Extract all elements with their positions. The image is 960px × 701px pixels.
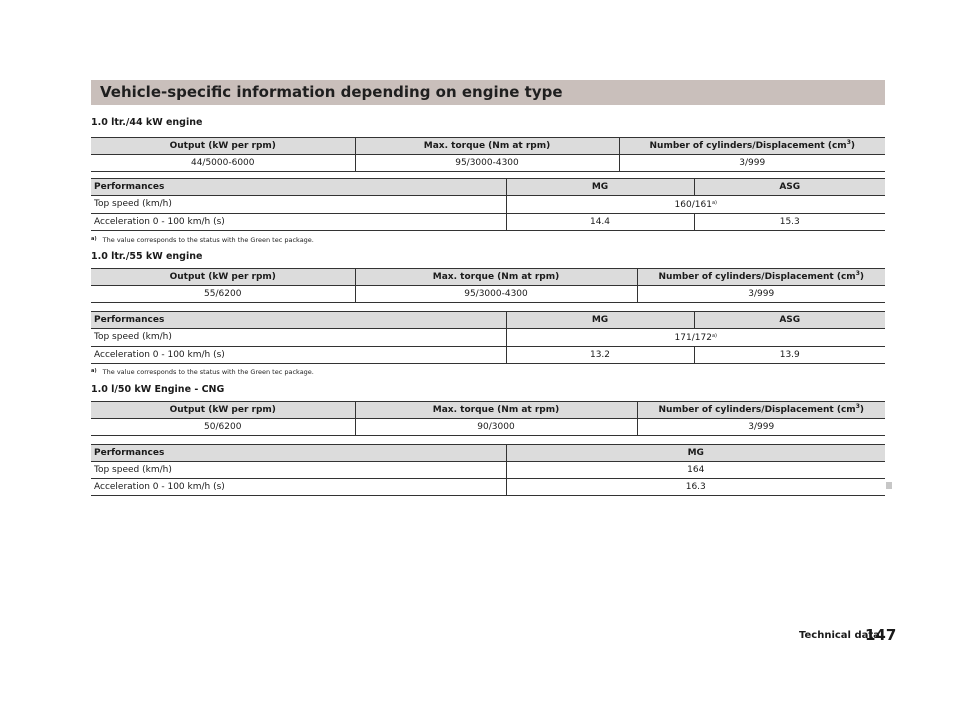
col-header-performances: Performances	[91, 445, 506, 462]
col-header-asg: ASG	[694, 312, 885, 329]
table-row	[91, 419, 885, 436]
footer-chapter-label: Technical data	[799, 630, 880, 641]
top-speed-value: 171/172$^{a)}$	[506, 329, 885, 347]
acceleration-mg-value: 16.3	[506, 479, 885, 496]
col-header-output: Output (kW per rpm)	[91, 269, 355, 286]
table-header-row	[91, 402, 885, 419]
spec-table-44kw	[91, 137, 885, 172]
acceleration-asg-value: 13.9	[694, 347, 885, 364]
table-row	[91, 196, 885, 214]
col-header-performances: Performances	[91, 312, 506, 329]
table-row	[91, 214, 885, 231]
col-header-output: Output (kW per rpm)	[91, 138, 355, 155]
engine-title-44kw: 1.0 ltr./44 kW engine	[91, 117, 203, 128]
section-end-marker	[886, 482, 892, 489]
engine-title-55kw: 1.0 ltr./55 kW engine	[91, 251, 203, 262]
col-header-mg: MG	[506, 445, 885, 462]
acceleration-asg-value: 15.3	[694, 214, 885, 231]
performance-table-44kw	[91, 178, 885, 231]
torque-value: 90/3000	[355, 419, 637, 436]
top-speed-value: 160/161$^{a)}$	[506, 196, 885, 214]
acceleration-label: Acceleration 0 - 100 km/h (s)	[94, 216, 225, 227]
output-value: 55/6200	[204, 288, 242, 299]
performance-table-50kw-cng	[91, 444, 885, 496]
torque-value: 95/3000-4300	[355, 155, 619, 172]
col-header-cylinders: Number of cylinders/Displacement $(cm^3)$	[637, 269, 885, 286]
page-number: 147	[865, 626, 897, 644]
table-row	[91, 155, 885, 172]
section-banner: Vehicle-specific information depending on engine type	[91, 80, 885, 105]
col-header-performances: Performances	[91, 179, 506, 196]
cylinders-value: 3/999	[619, 155, 885, 172]
performance-table-55kw	[91, 311, 885, 364]
table-header-row	[91, 269, 885, 286]
table-row	[91, 286, 885, 303]
spec-table-55kw	[91, 268, 885, 303]
table-header-row	[91, 445, 885, 462]
col-header-cylinders: Number of cylinders/Displacement $(cm^3)$	[637, 402, 885, 419]
footnote: $^{a)}$ The value corresponds to the status with the Green tec package.	[91, 236, 314, 244]
output-value: 50/6200	[204, 421, 242, 432]
spec-table-50kw-cng	[91, 401, 885, 436]
output-value: 44/5000-6000	[190, 157, 255, 168]
footnote-ref: a)	[711, 333, 717, 339]
col-header-asg: ASG	[694, 179, 885, 196]
col-header-torque: Max. torque (Nm at rpm)	[355, 269, 637, 286]
table-row	[91, 347, 885, 364]
top-speed-label: Top speed (km/h)	[94, 199, 172, 209]
cylinders-value: 3/999	[637, 286, 885, 303]
col-header-mg: MG	[506, 312, 694, 329]
col-header-torque: Max. torque (Nm at rpm)	[355, 138, 619, 155]
top-speed-label: Top speed (km/h)	[94, 464, 172, 475]
col-header-torque: Max. torque (Nm at rpm)	[355, 402, 637, 419]
table-header-row	[91, 312, 885, 329]
footnote: $^{a)}$ The value corresponds to the status with the Green tec package.	[91, 368, 314, 376]
top-speed-label: Top speed (km/h)	[94, 332, 172, 342]
table-row	[91, 462, 885, 479]
acceleration-label: Acceleration 0 - 100 km/h (s)	[94, 349, 225, 360]
table-row	[91, 479, 885, 496]
cylinders-value: 3/999	[637, 419, 885, 436]
top-speed-value: 164	[506, 462, 885, 479]
col-header-cylinders: Number of cylinders/Displacement $(cm^3)$	[619, 138, 885, 155]
acceleration-mg-value: 14.4	[506, 214, 694, 231]
acceleration-label: Acceleration 0 - 100 km/h (s)	[94, 481, 225, 492]
acceleration-mg-value: 13.2	[506, 347, 694, 364]
footnote-ref: a)	[711, 200, 717, 206]
table-header-row	[91, 179, 885, 196]
torque-value: 95/3000-4300	[355, 286, 637, 303]
table-header-row	[91, 138, 885, 155]
col-header-output: Output (kW per rpm)	[91, 402, 355, 419]
table-row	[91, 329, 885, 347]
engine-title-50kw-cng: 1.0 l/50 kW Engine - CNG	[91, 384, 225, 395]
col-header-mg: MG	[506, 179, 694, 196]
